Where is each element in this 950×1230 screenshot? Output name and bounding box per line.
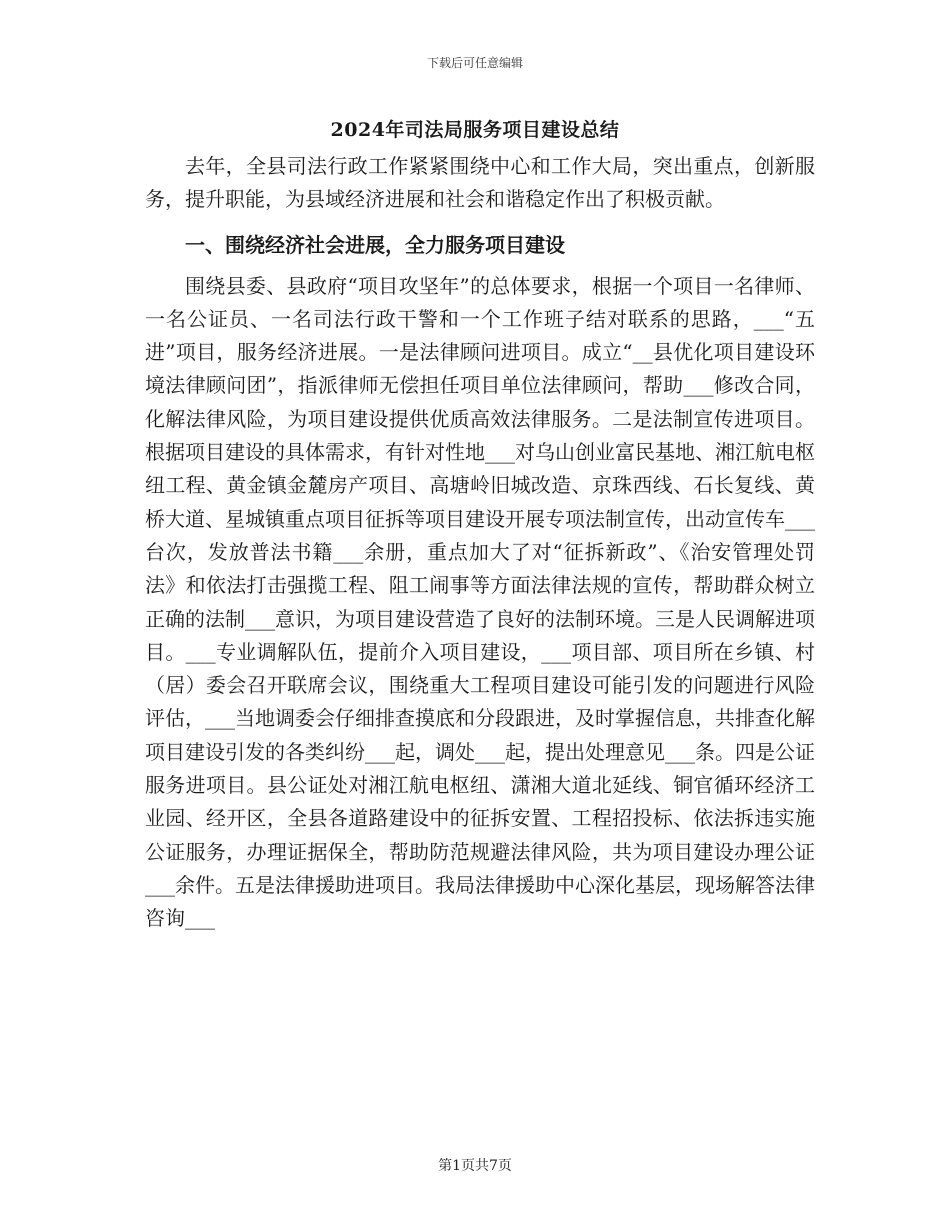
body-paragraph: 围绕县委、县政府“项目攻坚年”的总体要求，根据一个项目一名律师、一名公证员、一名司法行政干警和一个工作班子结对联系的思路，___“五进”项目，服务经济进展。一是法律顾问进项目。成立“__县优化项目建设环境法律顾问团”，指派律师无偿担任项目单位法律顾问，帮助___修改合同，化解法律风险，为项目建设提供优质高效法律服务。二是法制宣传进项目。根据项目建设的具体需求，有针对性地___对乌山创业富民基地、湘江航电枢纽工程、黄金镇金麓房产项目、高塘岭旧城改造、京珠西线、石长复线、黄桥大道、星城镇重点项目征拆等项目建设开展专项法制宣传，出动宣传车___台次，发放普法书籍___余册，重点加大了对“征拆新政”、《治安管理处罚法》和依法打击强揽工程、阻工闹事等方面法律法规的宣传，帮助群众树立正确的法制___意识，为项目建设营造了良好的法制环境。三是人民调解进项目。___专业调解队伍，提前介入项目建设，___项目部、项目所在乡镇、村（居）委会召开联席会议，围绕重大工程项目建设可能引发的问题进行风险评估，___当地调委会仔细排查摸底和分段跟进，及时掌握信息，共排查化解项目建设引发的各类纠纷___起，调处___起，提出处理意见___条。四是公证服务进项目。县公证处对湘江航电枢纽、潇湘大道北延线、铜官循环经济工业园、经开区，全县各道路建设中的征拆安置、工程招投标、依法拆违实施公证服务，办理证据保全，帮助防范规避法律风险，共为项目建设办理公证___余件。五是法律援助进项目。我局法律援助中心深化基层，现场解答法律咨询___: [145, 273, 815, 931]
document-body: [145, 150, 815, 936]
section-heading: 一、围绕经济社会进展，全力服务项目建设: [185, 232, 565, 257]
header-note: 下载后可任意编辑: [426, 56, 523, 70]
intro-paragraph: 去年，全县司法行政工作紧紧围绕中心和工作大局，突出重点，创新服务，提升职能，为县域经济进展和社会和谐稳定作出了积极贡献。: [145, 154, 815, 212]
page-indicator: 第1页共7页: [438, 1158, 512, 1174]
document-title: 2024年司法局服务项目建设总结: [330, 119, 620, 141]
